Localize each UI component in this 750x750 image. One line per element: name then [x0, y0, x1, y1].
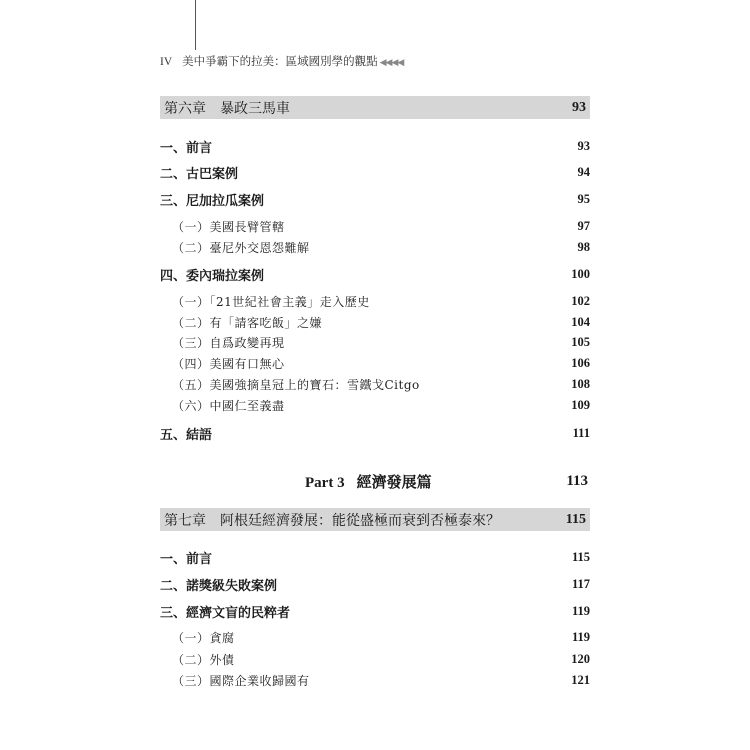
part-3-label: Part 3 — [305, 474, 345, 491]
toc-entry[interactable]: 一、前言 93 — [160, 138, 590, 156]
toc-subentry[interactable]: （一）「21世紀社會主義」走入歷史 102 — [172, 293, 590, 309]
gutter-rule — [195, 0, 196, 50]
toc-entry[interactable]: 三、尼加拉瓜案例 95 — [160, 191, 590, 209]
header-book-title: 美中爭霸下的拉美：區域國別學的觀點 — [182, 54, 378, 68]
part-3-title: 經濟發展篇 — [356, 472, 432, 491]
toc-subentry[interactable]: （五）美國強摘皇冠上的寶石：雪鐵戈Citgo 108 — [172, 376, 590, 392]
toc-subentry[interactable]: （一）美國長臂管轄 97 — [172, 218, 590, 234]
running-header — [160, 53, 403, 69]
chapter-6-number: 第六章 — [164, 100, 206, 117]
toc-entry[interactable]: 三、經濟文盲的民粹者 119 — [160, 603, 590, 621]
chapter-6-title: 暴政三馬車 — [220, 100, 290, 117]
toc-entry[interactable]: 二、諾獎級失敗案例 117 — [160, 576, 590, 594]
chapter-6-heading[interactable] — [160, 96, 590, 119]
toc-entry[interactable]: 五、結語 111 — [160, 425, 590, 443]
toc-subentry[interactable]: （一）貪腐 119 — [172, 629, 590, 645]
header-page-number: IV — [160, 56, 173, 68]
chapter-7-number: 第七章 — [164, 512, 206, 529]
part-3-heading[interactable] — [160, 470, 590, 492]
toc-entry[interactable]: 二、古巴案例 94 — [160, 164, 590, 182]
toc-subentry[interactable]: （六）中國仁至義盡 109 — [172, 397, 590, 413]
chapter-6-page: 93 — [572, 99, 586, 115]
toc-subentry[interactable]: （三）自爲政變再現 105 — [172, 334, 590, 350]
part-3-page: 113 — [566, 472, 588, 489]
toc-entry[interactable]: 四、委內瑞拉案例 100 — [160, 266, 590, 284]
toc-subentry[interactable]: （二）臺尼外交恩怨難解 98 — [172, 239, 590, 255]
chapter-7-heading[interactable] — [160, 508, 590, 531]
left-arrows-icon: ◀◀◀◀ — [379, 58, 404, 68]
toc-entry[interactable]: 一、前言 115 — [160, 549, 590, 567]
chapter-7-title: 阿根廷經濟發展：能從盛極而衰到否極泰來？ — [220, 512, 500, 529]
toc-subentry[interactable]: （二）外債 120 — [172, 651, 590, 667]
toc-subentry[interactable]: （三）國際企業收歸國有 121 — [172, 672, 590, 688]
chapter-7-page: 115 — [565, 511, 586, 527]
toc-subentry[interactable]: （二）有「請客吃飯」之嫌 104 — [172, 314, 590, 330]
toc-subentry[interactable]: （四）美國有口無心 106 — [172, 355, 590, 371]
